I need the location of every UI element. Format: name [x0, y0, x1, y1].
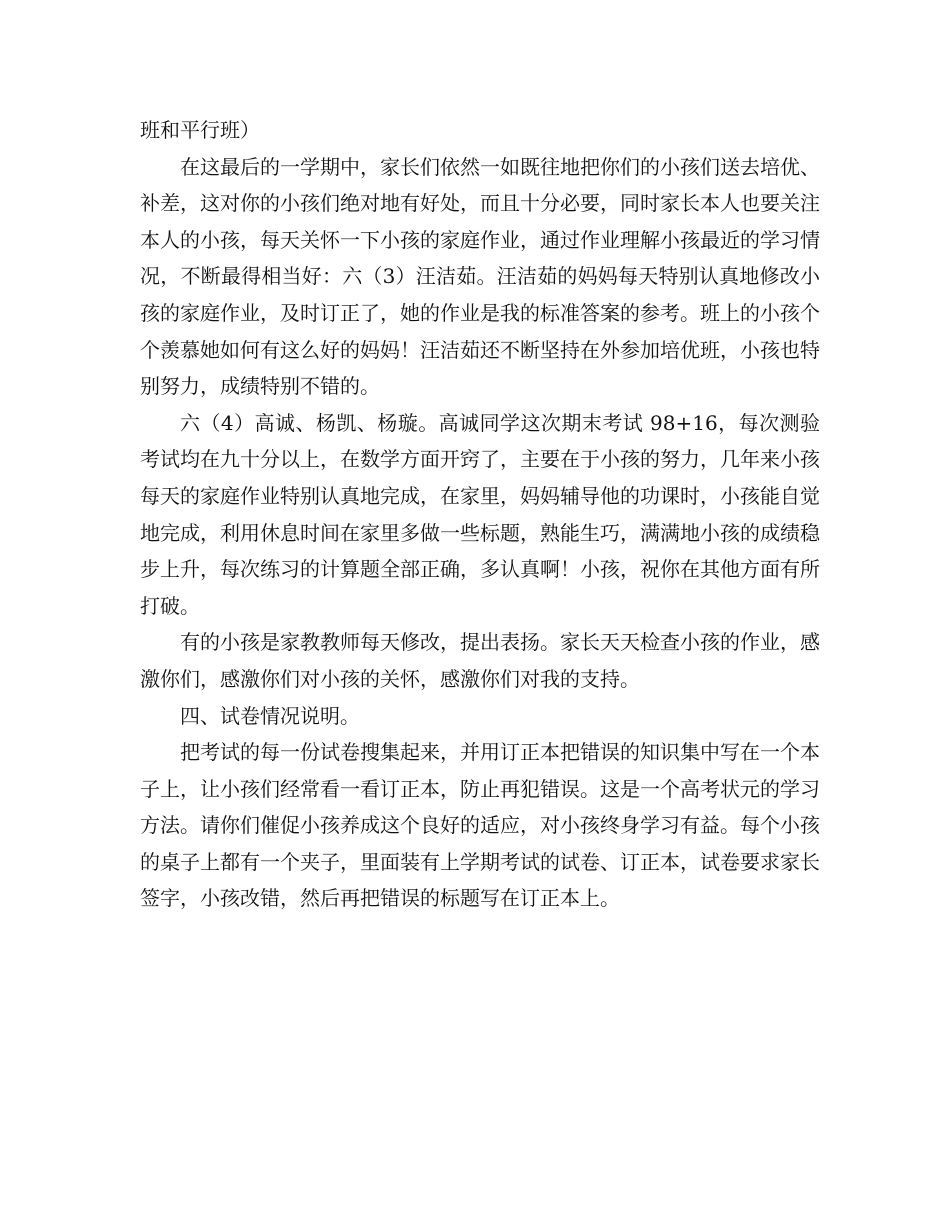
paragraph-class-six-four: 六（4）高诚、杨凯、杨璇。高诚同学这次期末考试 98+16，每次测验考试均在九十分以上，在数学方面开窍了，主要在于小孩的努力，几年来小孩每天的家庭作业特别认真地完成，在家里，妈妈辅导他的功课时，小孩能自觉地完成，利用休息时间在家里多做一些标题，熟能生巧，满满地小孩的成绩稳步上升，每次练习的计算题全部正确，多认真啊！小孩，祝你在其他方面有所打破。 [140, 410, 820, 618]
document-body [140, 112, 820, 917]
section-heading-exam-papers: 四、试卷情况说明。 [180, 703, 360, 728]
paragraph-exam-papers: 把考试的每一份试卷搜集起来，并用订正本把错误的知识集中写在一个本子上，让小孩们经常看一看订正本，防止再犯错误。这是一个高考状元的学习方法。请你们催促小孩养成这个良好的适应，对小孩终身学习有益。每个小孩的桌子上都有一个夹子，里面装有上学期考试的试卷、订正本，试卷要求家长签字，小孩改错，然后再把错误的标题写在订正本上。 [140, 740, 820, 911]
paragraph-tutor-praise: 有的小孩是家教教师每天修改，提出表扬。家长天天检查小孩的作业，感激你们，感激你们对小孩的关怀，感激你们对我的支持。 [140, 630, 820, 691]
paragraph-continuation: 班和平行班） [140, 118, 260, 142]
paragraph-parents-support: 在这最后的一学期中，家长们依然一如既往地把你们的小孩们送去培优、补差，这对你的小孩们绝对地有好处，而且十分必要，同时家长本人也要关注本人的小孩，每天关怀一下小孩的家庭作业，通过作业理解小孩最近的学习情况，不断最得相当好：六（3）汪洁茹。汪洁茹的妈妈每天特别认真地修改小孩的家庭作业，及时订正了，她的作业是我的标准答案的参考。班上的小孩个个羡慕她如何有这么好的妈妈！汪洁茹还不断坚持在外参加培优班，小孩也特别努力，成绩特别不错的。 [140, 154, 820, 399]
